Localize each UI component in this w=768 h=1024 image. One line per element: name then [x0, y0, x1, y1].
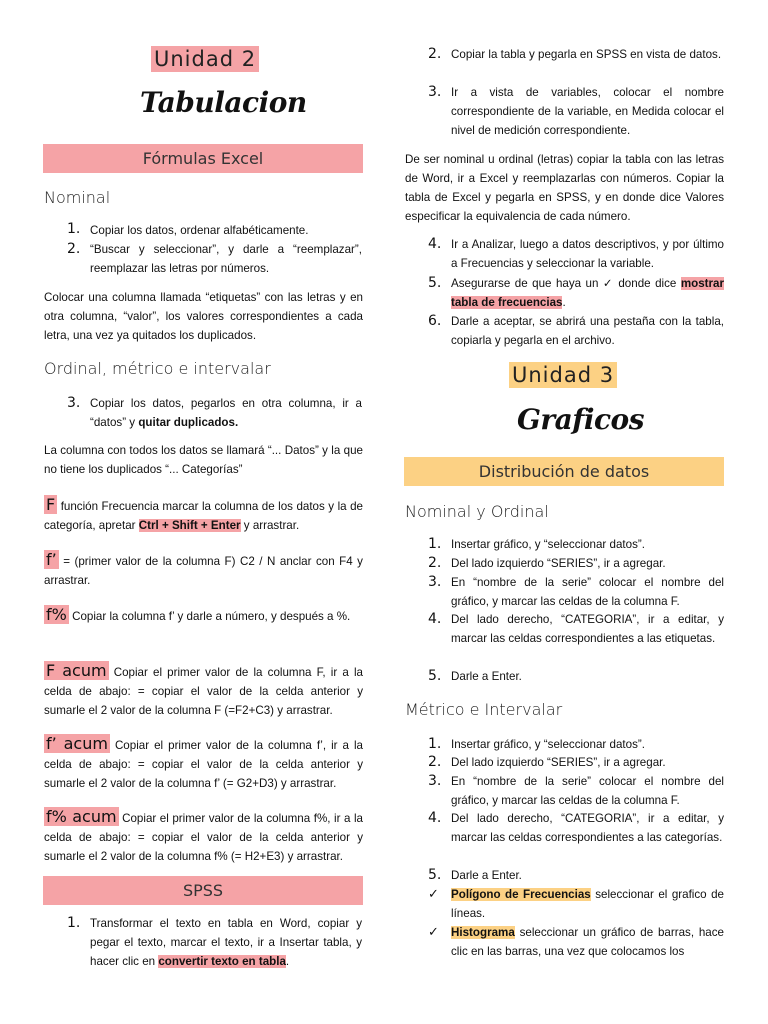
list-item: Ir a Analizar, luego a datos descriptivos, y por último a Frecuencias y seleccionar la variable. — [451, 238, 724, 270]
check-icon: ✓ — [428, 887, 439, 902]
list-number: 5. — [428, 275, 442, 291]
unit-3-heading: Unidad 3 — [509, 362, 617, 388]
list-item: Copiar los datos, ordenar alfabéticamente. — [90, 224, 309, 237]
list-number: 1. — [67, 915, 81, 931]
label-f-percent: f% — [46, 605, 67, 624]
list-number: 5. — [428, 867, 442, 883]
paragraph-columna: La columna con todos los datos se llamará “... Datos” y la que no tiene los duplicados “... Categorías” — [44, 444, 363, 476]
list-item: Del lado derecho, “CATEGORIA”, ir a editar, y marcar las celdas correspondientes a las categorías. — [451, 812, 724, 844]
tabulacion-title: Tabulacion — [140, 86, 307, 119]
list-item-quitar-duplicados: Copiar los datos, pegarlos en otra columna, ir a “datos” y quitar duplicados. — [90, 397, 362, 429]
list-item: Del lado izquierdo “SERIES”, ir a agregar. — [451, 557, 666, 570]
list-number: 2. — [428, 754, 442, 770]
list-number: 3. — [428, 773, 442, 789]
formulas-excel-band: Fórmulas Excel — [43, 144, 363, 173]
nominal-ordinal-subheading: Nominal y Ordinal — [405, 502, 549, 521]
list-number: 3. — [67, 395, 81, 411]
label-f: F — [46, 495, 56, 514]
formula-f: F función Frecuencia marcar la columna de los datos y la de categoría, apretar Ctrl + Shift + Enter y arrastrar. — [44, 495, 363, 532]
formula-f-percent: f% Copiar la columna f’ y darle a número, y después a %. — [46, 605, 351, 624]
list-number: 2. — [67, 241, 81, 257]
distribucion-band: Distribución de datos — [404, 457, 724, 486]
list-item: Del lado izquierdo “SERIES”, ir a agregar. — [451, 756, 666, 769]
label-f-prime: f’ — [46, 550, 57, 569]
graficos-title: Graficos — [517, 403, 644, 436]
unit-2-heading: Unidad 2 — [151, 46, 259, 72]
paragraph-nominal-ordinal: De ser nominal u ordinal (letras) copiar la tabla con las letras de Word, ir a Excel y reemplazarlas con números. Copiar la tabla de Excel y pegarla en SPSS, y en donde dice Valores especificar la equivalencia de cada número. — [405, 153, 724, 223]
list-number: 5. — [428, 668, 442, 684]
list-number: 1. — [428, 536, 442, 552]
list-item: Copiar la tabla y pegarla en SPSS en vista de datos. — [451, 48, 722, 61]
formula-f-prime-acum: f’ acum Copiar el primer valor de la columna f’, ir a la celda de abajo: = copiar el valor de la celda anterior y sumarle el 2 valor de la columna f’ (= G2+D3) y arrastrar. — [44, 734, 363, 790]
list-item: Del lado derecho, “CATEGORIA”, ir a editar, y marcar las celdas correspondientes a las etiquetas. — [451, 613, 724, 645]
check-icon: ✓ — [428, 925, 439, 940]
formula-f-percent-acum: f% acum Copiar el primer valor de la columna f%, ir a la celda de abajo: = copiar el valor de la celda anterior y sumarle el 2 valor de la columna f% (= H2+E3) y arrastrar. — [44, 807, 363, 863]
list-item: Darle a aceptar, se abrirá una pestaña con la tabla, copiarla y pegarla en el archivo. — [451, 315, 724, 347]
formula-f-prime: f’ = (primer valor de la columna F) C2 / N anclar con F4 y arrastrar. — [44, 550, 363, 587]
metrico-subheading: Métrico e Intervalar — [405, 700, 563, 719]
list-number: 4. — [428, 810, 442, 826]
list-item-histograma: Histograma seleccionar un gráfico de barras, hace clic en las barras, una vez que colocamos los — [451, 926, 724, 958]
label-f-acum: F acum — [46, 661, 107, 680]
paragraph-etiquetas: Colocar una columna llamada “etiquetas” con las letras y en otra columna, “valor”, los valores correspondientes a cada letra, una vez ya quitados los duplicados. — [44, 291, 363, 342]
shortcut-highlight: Ctrl + Shift + Enter — [138, 519, 241, 532]
label-f-percent-acum: f% acum — [46, 807, 117, 826]
list-item-check: Asegurarse de que haya un ✓ donde dice mostrar tabla de frecuencias. — [451, 277, 724, 309]
list-number: 1. — [67, 221, 81, 237]
list-number: 4. — [428, 236, 442, 252]
list-number: 2. — [428, 555, 442, 571]
list-number: 6. — [428, 313, 442, 329]
list-item: En “nombre de la serie” colocar el nombre del gráfico, y marcar las celdas de la columna F. — [451, 775, 724, 807]
list-item-spss-1: Transformar el texto en tabla en Word, copiar y pegar el texto, marcar el texto, ir a Insertar tabla, y hacer clic en convertir texto en tabla. — [90, 917, 362, 968]
ordinal-subheading: Ordinal, métrico e intervalar — [44, 359, 271, 378]
list-item: Insertar gráfico, y “seleccionar datos”. — [451, 538, 645, 551]
label-f-prime-acum: f’ acum — [46, 734, 108, 753]
list-number: 2. — [428, 46, 442, 62]
list-item: En “nombre de la serie” colocar el nombre del gráfico, y marcar las celdas de la columna F. — [451, 576, 724, 608]
list-item: “Buscar y seleccionar”, y darle a “reemplazar”, reemplazar las letras por números. — [90, 243, 362, 275]
list-number: 4. — [428, 611, 442, 627]
nominal-subheading: Nominal — [44, 188, 111, 207]
list-number: 1. — [428, 736, 442, 752]
spss-band: SPSS — [43, 876, 363, 905]
list-item: Insertar gráfico, y “seleccionar datos”. — [451, 738, 645, 751]
list-item: Darle a Enter. — [451, 670, 522, 683]
list-number: 3. — [428, 574, 442, 590]
formula-f-acum: F acum Copiar el primer valor de la columna F, ir a la celda de abajo: = copiar el valor de la celda anterior y sumarle el 2 valor de la columna F (=F2+C3) y arrastrar. — [44, 661, 363, 717]
list-item-poligono: Polígono de Frecuencias seleccionar el grafico de líneas. — [451, 888, 724, 920]
list-number: 3. — [428, 84, 442, 100]
list-item: Ir a vista de variables, colocar el nombre correspondiente de la variable, en Medida colocar el nivel de medición correspondiente. — [451, 86, 724, 137]
list-item: Darle a Enter. — [451, 869, 522, 882]
